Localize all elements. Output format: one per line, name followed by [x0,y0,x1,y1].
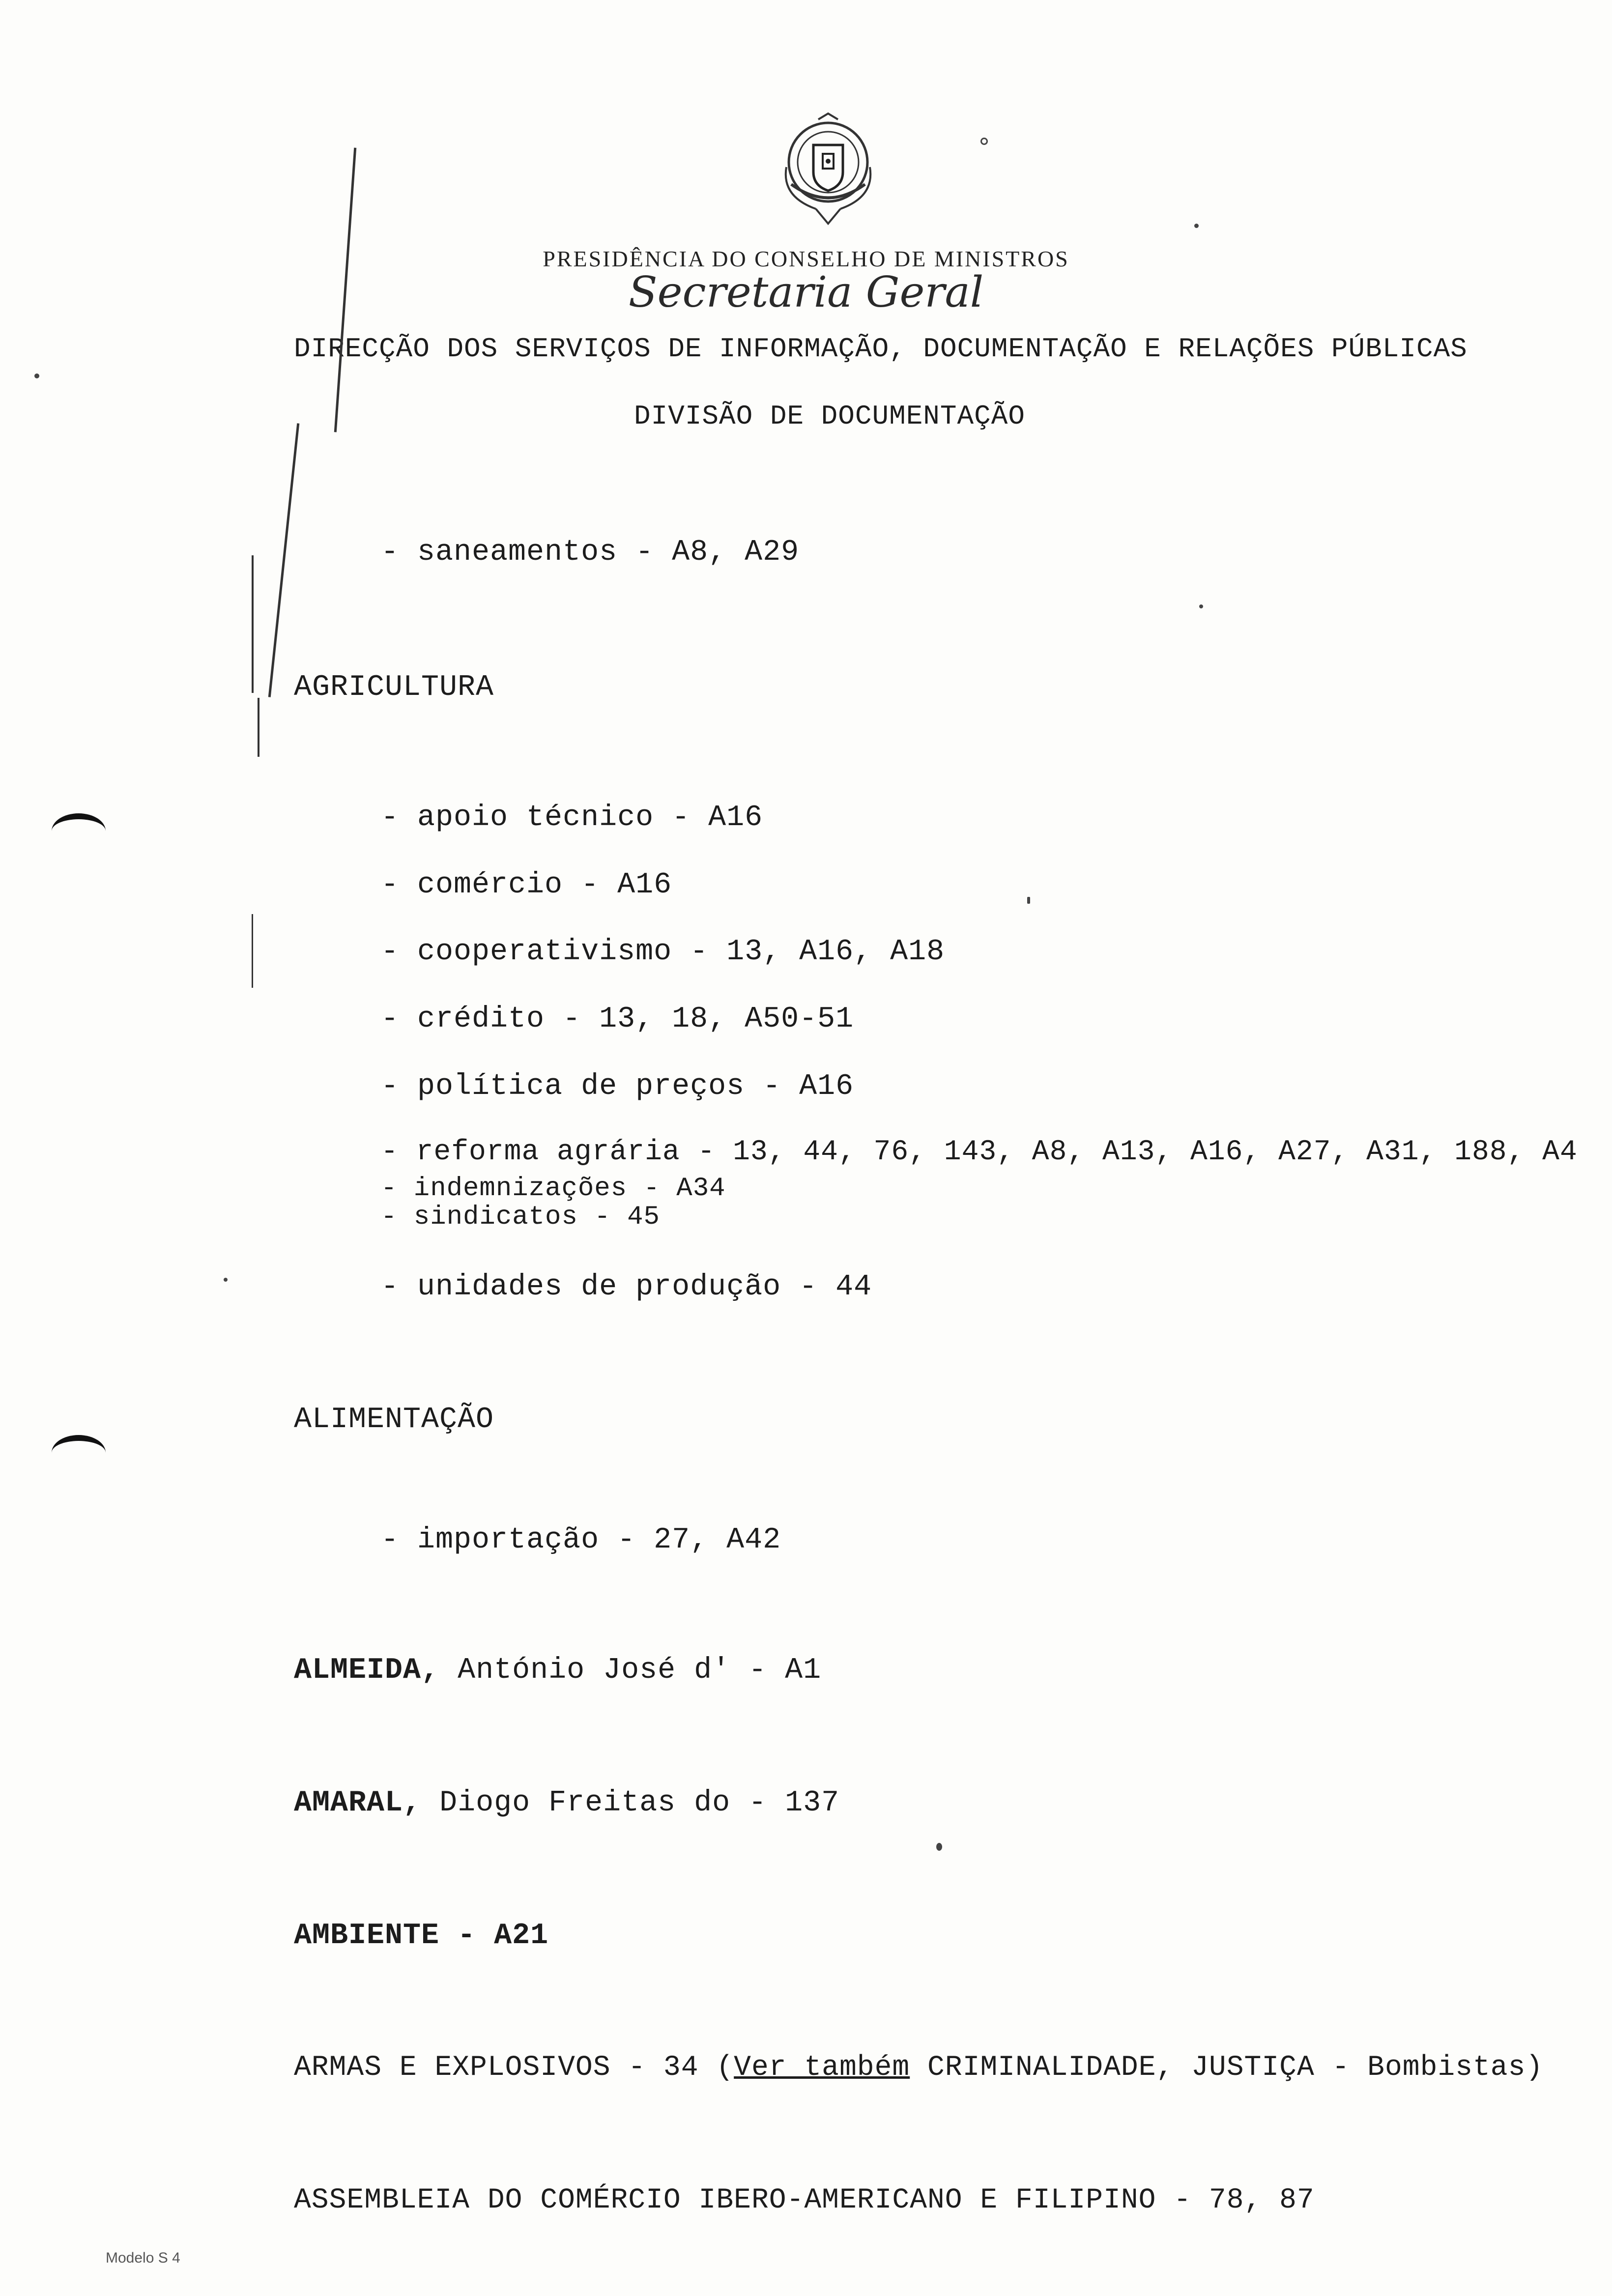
armas-suffix: CRIMINALIDADE, JUSTIÇA - Bombistas) [910,2052,1544,2084]
entry-reforma-agraria: - reforma agrária - 13, 44, 76, 143, A8, A13, A16, A27, A31, 188, A4 [381,1136,1578,1168]
see-also-link: Ver também [734,2052,910,2084]
entry-apoio-tecnico: - apoio técnico - A16 [381,801,763,834]
institution-title: PRESIDÊNCIA DO CONSELHO DE MINISTROS [543,246,1069,271]
directorate-title: DIRECÇÃO DOS SERVIÇOS DE INFORMAÇÃO, DOCUMENTAÇÃO E RELAÇÕES PÚBLICAS [294,333,1468,365]
scan-speck [1199,604,1203,608]
given-name-refs: António José d' - A1 [458,1654,822,1687]
entry-credito: - crédito - 13, 18, A50-51 [381,1003,854,1036]
surname: AMARAL, [294,1786,422,1820]
heading-agricultura: AGRICULTURA [294,671,494,704]
entry-ambiente: AMBIENTE - A21 [294,1919,549,1952]
division-title: DIVISÃO DE DOCUMENTAÇÃO [634,401,1025,432]
entry-importacao: - importação - 27, A42 [381,1523,781,1557]
scan-speck [936,1843,942,1851]
entry-almeida [294,1654,821,1687]
scan-speck [34,373,39,378]
margin-stroke [258,698,259,757]
entry-indemnizacoes: - indemnizações - A34 [381,1174,726,1204]
entry-politica-precos: - política de preços - A16 [381,1070,854,1103]
punch-mark [52,1435,106,1470]
margin-stroke [268,423,300,697]
surname: ALMEIDA, [294,1654,440,1687]
entry-unidades-producao: - unidades de produção - 44 [381,1270,872,1304]
scan-speck [980,138,988,145]
margin-stroke [252,914,253,988]
form-code: Modelo S 4 [106,2250,180,2266]
given-name-refs: Diogo Freitas do - 137 [439,1786,840,1820]
heading-alimentacao: ALIMENTAÇÃO [294,1403,494,1436]
entry-comercio: - comércio - A16 [381,868,672,902]
entry-amaral [294,1786,839,1820]
armas-prefix: ARMAS E EXPLOSIVOS - 34 ( [294,2052,734,2084]
entry-sindicatos: - sindicatos - 45 [381,1202,660,1232]
secretariat-subtitle: Secretaria Geral [628,268,984,317]
entry-cooperativismo: - cooperativismo - 13, A16, A18 [381,935,945,969]
scan-speck [1027,897,1030,904]
punch-mark [52,813,106,849]
margin-stroke [252,555,254,693]
scan-speck [224,1278,228,1282]
entry-armas-explosivos [294,2052,1543,2084]
coat-of-arms-seal [772,111,885,231]
scan-speck [1194,224,1199,228]
entry-assembleia: ASSEMBLEIA DO COMÉRCIO IBERO-AMERICANO E FILIPINO - 78, 87 [294,2184,1315,2216]
entry-saneamentos: - saneamentos - A8, A29 [381,536,800,569]
